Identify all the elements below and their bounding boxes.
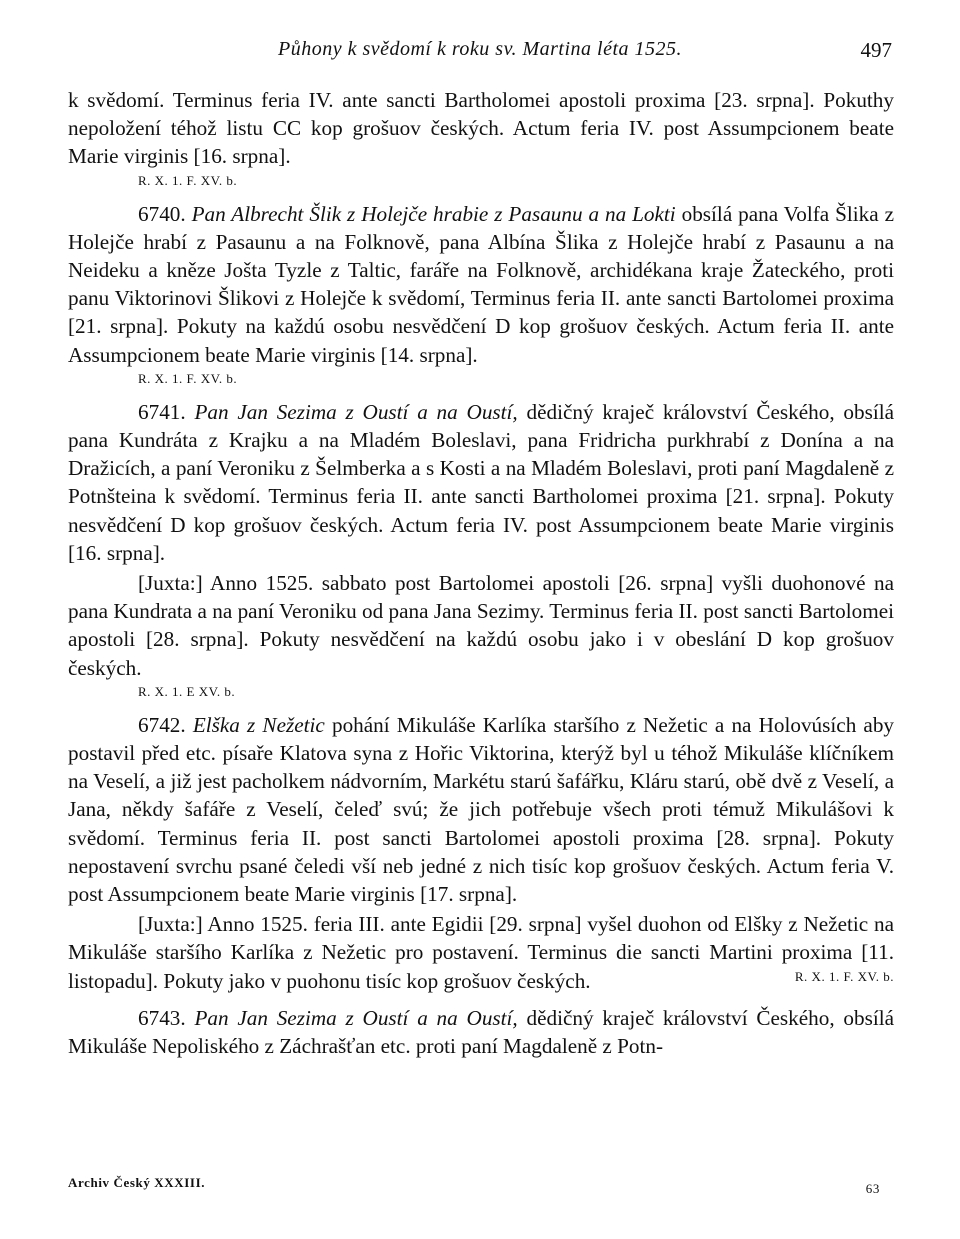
entry-number: 6742. [138,712,186,737]
entry-6741 [68,398,894,567]
source-reference: R. X. 1. F. XV. b. [794,968,894,984]
entry-number: 6740. [138,201,186,226]
entry-6740 [68,200,894,369]
entry-number: 6743. [138,1005,186,1030]
entry-6743 [68,1004,894,1060]
running-header [68,38,892,66]
entry-title: Elška z Nežetic [192,712,325,737]
source-reference: R. X. 1. F. XV. b. [138,370,238,386]
page-body [68,86,894,1060]
juxta-note: [Juxta:] Anno 1525. sabbato post Bartolomei apostoli [26. srpna] vyšli duohonové na pana Kundrata a na paní Veroniku od pana Jana Sezimy. Terminus feria II. post sancti Bartolomei apostoli [28. srpna]. Pokuty nesvědčení na každú osobu jako i v obeslání D kop grošuov českých. [68,571,894,680]
sheet-number: 63 [865,1181,880,1196]
entry-text: obsílá pana Volfa Šlika z Holejče hrabí z Pasaunu a na Folknově, pana Albína Šlika z Holejče hrabí z Pasaunu a na Neideku a kněze Jošta Tyzle z Taltic, faráře na Folknově, archidékana kraje Žateckého, proti panu Viktorinovi Šlikovi z Holejče k svědomí, Terminus feria II. ante sancti Bartolomei proxima [21. srpna]. Pokuty na každú osobu nesvědčení D kop grošuov českých. Actum feria II. ante Assumpcionem beate Marie virginis [14. srpna]. [68,201,894,367]
entry-text: pohání Mikuláše Karlíka staršího z Nežetic a na Holovúsích aby postavil před etc. písaře Klatova syna z Hořic Viktorina, kterýž byl u téhož Mikuláše klíčníkem na Veselí, a již jest pacholkem nádvorním, Markétu starú šafářku, Kláru starú, obě dvě z Veselí, a Jana, někdy šafáře z Veselí, čeleď svú; že jich potřebuje všech proti témuž Mikulášovi k svědomí. Terminus feria II. post sancti Bartolomei apostoli proxima [28. srpna]. Pokuty nepostavení svrchu psané čeledi vší neb jedné z nich tisíc kop grošuov českých. Actum feria V. post Assumpcionem beate Marie virginis [17. srpna]. [68,712,895,907]
source-reference: R. X. 1. F. XV. b. [138,172,238,188]
entry-number: 6741. [138,399,186,424]
signature-mark: Archiv Český XXXIII. [68,1175,206,1190]
juxta-note [68,910,894,995]
entry-title: Pan Albrecht Šlik z Holejče hrabie z Pasaunu a na Lokti [191,201,676,226]
entry-title: Pan Jan Sezima z Oustí a na Oustí, [194,399,518,424]
entry-text: dědičný kraječ království Českého, obsílá pana Kundráta z Krajku a na Mladém Boleslavi, pana Fridricha purkhrabí z Donína a na Dražicích, a paní Veroniku z Šelmberka a s Kosti a na Mladém Boleslavi, proti paní Magdaleně z Potnšteina k svědomí. Terminus feria II. ante sancti Bartholomei proxima [21. srpna]. Pokuty nesvědčení D kop grošuov českých. Actum feria IV. post Assumpcionem beate Marie virginis [16. srpna]. [68,399,895,565]
opening-paragraph: k svědomí. Terminus feria IV. ante sancti Bartholomei apostoli proxima [23. srpna]. Pokuthy nepoložení téhož listu CC kop grošuov českých. Actum feria IV. post Assumpcionem beate Marie virginis [16. srpna]. [68,88,894,169]
entry-title: Pan Jan Sezima z Oustí a na Oustí, [194,1005,518,1030]
page-number: 497 [860,38,892,62]
running-title: Půhony k svědomí k roku sv. Martina léta 1525. [277,38,683,60]
juxta-text: [Juxta:] Anno 1525. feria III. ante Egidii [29. srpna] vyšel duohon od Elšky z Nežetic na Mikuláše staršího Karlíka z Nežetic pro postavení. Terminus die sancti Martini proxima [11. listopadu]. Pokuty jako v puohonu tisíc kop grošuov českých. [68,912,894,993]
entry-text: dědičný kraječ království Českého, obsílá Mikuláše Nepoliského z Záchrašťan etc. proti paní Magdaleně z Potn- [68,1005,895,1059]
entry-6742 [68,711,894,908]
source-reference: R. X. 1. E XV. b. [138,683,236,699]
